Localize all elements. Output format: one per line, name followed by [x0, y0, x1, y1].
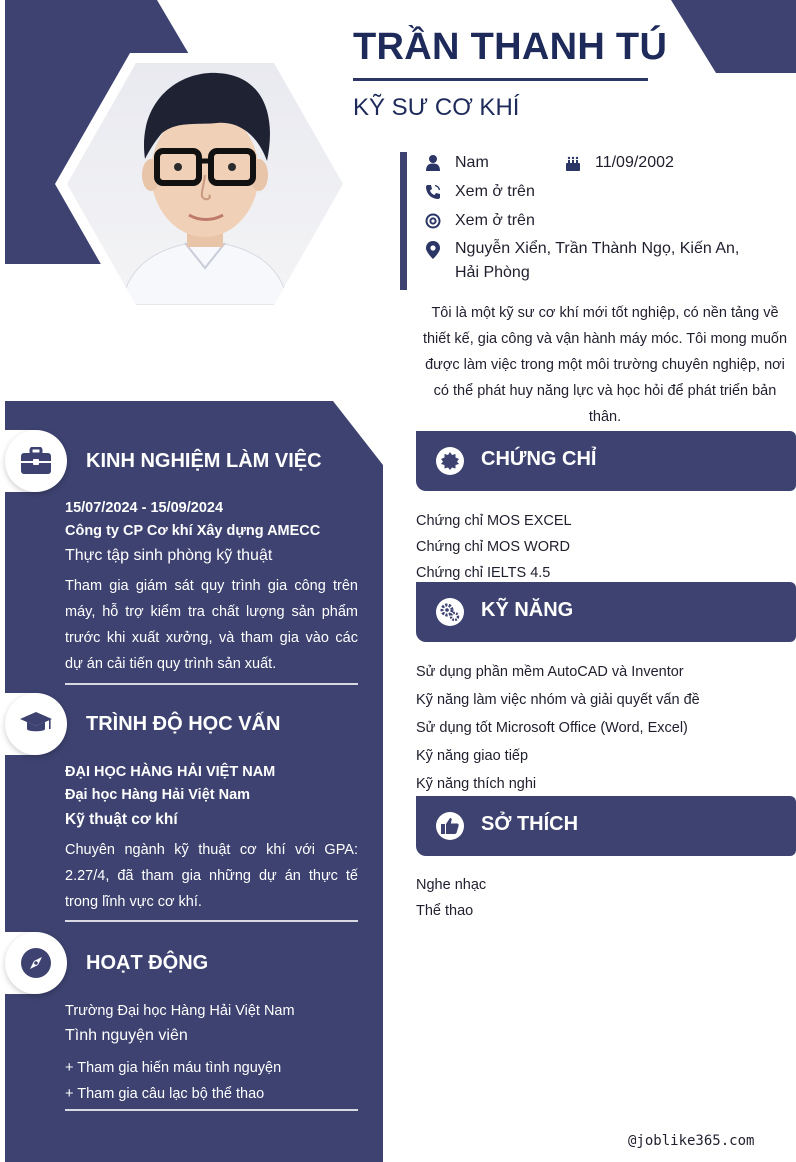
contact-email	[425, 212, 535, 230]
activities-item: + Tham gia câu lạc bộ thể thao	[65, 1086, 265, 1102]
name-underline	[353, 78, 648, 81]
certificates-list	[416, 508, 786, 586]
certificates-heading: CHỨNG CHỈ	[481, 448, 597, 470]
job-title: KỸ SƯ CƠ KHÍ	[353, 94, 520, 121]
certificate-item: Chứng chỉ IELTS 4.5	[416, 565, 551, 581]
decorative-shape-right	[671, 0, 796, 73]
briefcase-icon	[5, 430, 67, 492]
address-line-1: Nguyễn Xiển, Trần Thành Ngọ, Kiến An,	[455, 240, 740, 257]
skill-item: Kỹ năng thích nghi	[416, 776, 537, 792]
birthday-value: 11/09/2002	[595, 154, 674, 171]
address-line-2: Hải Phòng	[455, 264, 530, 281]
education-description: Chuyên ngành kỹ thuật cơ khí với GPA: 2.27/4, đã tham gia những dự án thực tế trong lĩnh vực cơ khí.	[65, 842, 358, 910]
profile-photo	[55, 53, 355, 315]
certificate-item: Chứng chỉ MOS WORD	[416, 539, 570, 555]
career-summary: Tôi là một kỹ sư cơ khí mới tốt nghiệp, có nền tảng về thiết kế, gia công và vận hành máy móc. Tôi mong muốn được làm việc trong một môi trường chuyên nghiệp, nơi có thể phát huy năng lực và học hỏi để phát triển bản thân.	[422, 305, 788, 425]
skill-item: Kỹ năng giao tiếp	[416, 748, 529, 764]
user-icon	[425, 154, 441, 172]
skills-list	[416, 658, 786, 798]
divider	[65, 683, 358, 685]
contact-birthday	[565, 154, 674, 172]
activities-entry	[65, 1003, 358, 1107]
hobbies-banner	[416, 796, 796, 856]
gender-value: Nam	[455, 154, 489, 171]
activities-item: + Tham gia hiến máu tình nguyện	[65, 1060, 282, 1076]
experience-company: Công ty CP Cơ khí Xây dựng AMECC	[65, 523, 321, 539]
hobbies-heading: SỞ THÍCH	[481, 813, 579, 835]
education-major: Kỹ thuật cơ khí	[65, 811, 178, 828]
cake-icon	[565, 154, 581, 172]
footer-watermark: @joblike365.com	[628, 1133, 755, 1149]
skill-item: Sử dụng phần mềm AutoCAD và Inventor	[416, 664, 684, 680]
thumbs-up-icon	[436, 812, 464, 840]
education-school-upper: ĐẠI HỌC HÀNG HẢI VIỆT NAM	[65, 764, 276, 780]
divider	[65, 920, 358, 922]
contact-gender	[425, 154, 489, 172]
divider	[65, 1109, 358, 1111]
experience-position: Thực tập sinh phòng kỹ thuật	[65, 547, 273, 564]
activities-org: Trường Đại học Hàng Hải Việt Nam	[65, 1003, 295, 1019]
at-icon	[425, 212, 441, 230]
phone-icon	[425, 183, 441, 201]
certificates-banner	[416, 431, 796, 491]
education-heading: TRÌNH ĐỘ HỌC VẤN	[86, 713, 281, 735]
contact-accent-bar	[400, 152, 407, 290]
education-school: Đại học Hàng Hải Việt Nam	[65, 787, 251, 803]
candidate-name: TRẦN THANH TÚ	[353, 26, 668, 68]
experience-heading: KINH NGHIỆM LÀM VIỆC	[86, 450, 322, 472]
phone-value: Xem ở trên	[455, 183, 535, 200]
compass-icon	[5, 932, 67, 994]
skill-item: Sử dụng tốt Microsoft Office (Word, Excel)	[416, 720, 688, 736]
experience-entry	[65, 500, 358, 677]
education-entry	[65, 764, 358, 915]
contact-address	[425, 241, 739, 285]
activities-heading: HOẠT ĐỘNG	[86, 952, 209, 974]
hobby-item: Thể thao	[416, 903, 474, 919]
email-value: Xem ở trên	[455, 212, 535, 229]
hobby-item: Nghe nhạc	[416, 877, 487, 893]
activities-role: Tình nguyện viên	[65, 1027, 188, 1044]
graduation-cap-icon	[5, 693, 67, 755]
experience-date: 15/07/2024 - 15/09/2024	[65, 500, 224, 516]
location-pin-icon	[425, 241, 441, 259]
gears-icon	[436, 598, 464, 626]
skills-banner	[416, 582, 796, 642]
certificate-item: Chứng chỉ MOS EXCEL	[416, 513, 572, 529]
contact-phone	[425, 183, 535, 201]
experience-description: Tham gia giám sát quy trình gia công trên máy, hỗ trợ kiểm tra chất lượng sản phẩm trước khi xuất xưởng, và tham gia vào các dự án cải tiến quy trình sản xuất.	[65, 578, 358, 672]
certificate-icon	[436, 447, 464, 475]
hobbies-list	[416, 872, 786, 924]
skills-heading: KỸ NĂNG	[481, 599, 574, 621]
skill-item: Kỹ năng làm việc nhóm và giải quyết vấn đề	[416, 692, 700, 708]
